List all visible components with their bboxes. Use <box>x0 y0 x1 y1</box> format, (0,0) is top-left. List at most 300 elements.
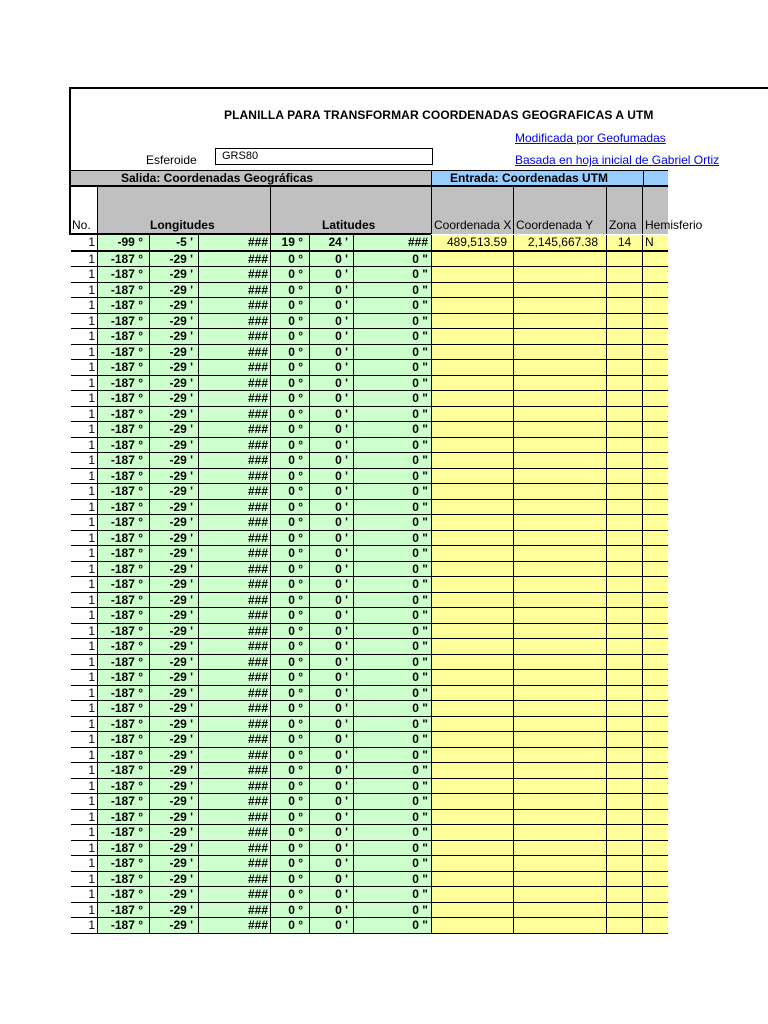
y-coordinate-cell[interactable] <box>513 779 606 794</box>
longitude-degrees[interactable]: -187 ° <box>97 252 149 267</box>
hemisphere-cell[interactable] <box>642 841 668 856</box>
hemisphere-cell[interactable] <box>642 577 668 592</box>
y-coordinate-cell[interactable] <box>513 717 606 732</box>
longitude-degrees[interactable]: -187 ° <box>97 717 149 732</box>
latitude-seconds[interactable]: 0 " <box>353 639 431 654</box>
y-coordinate-cell[interactable] <box>513 298 606 313</box>
latitude-minutes[interactable]: 0 ' <box>309 593 353 608</box>
longitude-degrees[interactable]: -187 ° <box>97 624 149 639</box>
latitude-minutes[interactable]: 0 ' <box>309 562 353 577</box>
latitude-seconds[interactable]: 0 " <box>353 407 431 422</box>
latitude-degrees[interactable]: 0 ° <box>270 562 309 577</box>
longitude-minutes[interactable]: -29 ' <box>149 779 198 794</box>
x-coordinate-cell[interactable] <box>431 608 513 623</box>
longitude-seconds[interactable]: ### <box>198 469 270 484</box>
longitude-seconds[interactable]: ### <box>198 360 270 375</box>
zone-cell[interactable] <box>606 779 642 794</box>
longitude-degrees[interactable]: -187 ° <box>97 314 149 329</box>
latitude-seconds[interactable]: 0 " <box>353 546 431 561</box>
zone-cell[interactable] <box>606 841 642 856</box>
latitude-degrees[interactable]: 0 ° <box>270 655 309 670</box>
latitude-degrees[interactable]: 0 ° <box>270 484 309 499</box>
longitude-seconds[interactable]: ### <box>198 500 270 515</box>
zone-cell[interactable] <box>606 438 642 453</box>
hemisphere-cell[interactable] <box>642 562 668 577</box>
longitude-minutes[interactable]: -29 ' <box>149 918 198 933</box>
latitude-minutes[interactable]: 0 ' <box>309 407 353 422</box>
longitude-degrees[interactable]: -187 ° <box>97 329 149 344</box>
y-coordinate-cell[interactable] <box>513 500 606 515</box>
latitude-minutes[interactable]: 0 ' <box>309 717 353 732</box>
longitude-seconds[interactable]: ### <box>198 391 270 406</box>
latitude-minutes[interactable]: 0 ' <box>309 515 353 530</box>
x-coordinate-cell[interactable] <box>431 422 513 437</box>
longitude-seconds[interactable]: ### <box>198 810 270 825</box>
y-coordinate-cell[interactable] <box>513 918 606 933</box>
zone-cell[interactable]: 14 <box>606 235 642 251</box>
y-coordinate-cell[interactable] <box>513 701 606 716</box>
longitude-seconds[interactable]: ### <box>198 856 270 871</box>
latitude-degrees[interactable]: 0 ° <box>270 360 309 375</box>
latitude-minutes[interactable]: 0 ' <box>309 872 353 887</box>
longitude-minutes[interactable]: -29 ' <box>149 360 198 375</box>
longitude-minutes[interactable]: -29 ' <box>149 577 198 592</box>
latitude-degrees[interactable]: 0 ° <box>270 438 309 453</box>
zone-cell[interactable] <box>606 810 642 825</box>
latitude-degrees[interactable]: 0 ° <box>270 624 309 639</box>
longitude-minutes[interactable]: -29 ' <box>149 686 198 701</box>
longitude-minutes[interactable]: -29 ' <box>149 546 198 561</box>
latitude-degrees[interactable]: 0 ° <box>270 515 309 530</box>
latitude-minutes[interactable]: 0 ' <box>309 794 353 809</box>
latitude-seconds[interactable]: 0 " <box>353 918 431 933</box>
latitude-minutes[interactable]: 0 ' <box>309 422 353 437</box>
latitude-seconds[interactable]: 0 " <box>353 438 431 453</box>
x-coordinate-cell[interactable] <box>431 779 513 794</box>
based-on-link[interactable]: Basada en hoja inicial de Gabriel Ortiz <box>515 153 720 167</box>
longitude-seconds[interactable]: ### <box>198 376 270 391</box>
zone-cell[interactable] <box>606 329 642 344</box>
zone-cell[interactable] <box>606 267 642 282</box>
latitude-degrees[interactable]: 0 ° <box>270 670 309 685</box>
y-coordinate-cell[interactable] <box>513 453 606 468</box>
latitude-seconds[interactable]: 0 " <box>353 825 431 840</box>
latitude-degrees[interactable]: 0 ° <box>270 252 309 267</box>
longitude-degrees[interactable]: -187 ° <box>97 469 149 484</box>
latitude-minutes[interactable]: 0 ' <box>309 779 353 794</box>
longitude-minutes[interactable]: -29 ' <box>149 841 198 856</box>
latitude-minutes[interactable]: 0 ' <box>309 903 353 918</box>
y-coordinate-cell[interactable] <box>513 794 606 809</box>
latitude-degrees[interactable]: 0 ° <box>270 500 309 515</box>
longitude-seconds[interactable]: ### <box>198 267 270 282</box>
zone-cell[interactable] <box>606 686 642 701</box>
hemisphere-cell[interactable] <box>642 469 668 484</box>
x-coordinate-cell[interactable] <box>431 624 513 639</box>
y-coordinate-cell[interactable] <box>513 562 606 577</box>
latitude-degrees[interactable]: 0 ° <box>270 686 309 701</box>
latitude-seconds[interactable]: 0 " <box>353 717 431 732</box>
x-coordinate-cell[interactable] <box>431 562 513 577</box>
latitude-seconds[interactable]: 0 " <box>353 748 431 763</box>
longitude-degrees[interactable]: -187 ° <box>97 515 149 530</box>
x-coordinate-cell[interactable] <box>431 546 513 561</box>
hemisphere-cell[interactable] <box>642 763 668 778</box>
x-coordinate-cell[interactable] <box>431 856 513 871</box>
latitude-seconds[interactable]: 0 " <box>353 903 431 918</box>
latitude-minutes[interactable]: 0 ' <box>309 531 353 546</box>
longitude-minutes[interactable]: -29 ' <box>149 825 198 840</box>
y-coordinate-cell[interactable] <box>513 608 606 623</box>
zone-cell[interactable] <box>606 298 642 313</box>
x-coordinate-cell[interactable] <box>431 345 513 360</box>
hemisphere-cell[interactable] <box>642 810 668 825</box>
longitude-seconds[interactable]: ### <box>198 546 270 561</box>
latitude-degrees[interactable]: 0 ° <box>270 872 309 887</box>
latitude-degrees[interactable]: 0 ° <box>270 748 309 763</box>
longitude-minutes[interactable]: -29 ' <box>149 391 198 406</box>
latitude-minutes[interactable]: 0 ' <box>309 686 353 701</box>
latitude-minutes[interactable]: 0 ' <box>309 267 353 282</box>
latitude-minutes[interactable]: 0 ' <box>309 856 353 871</box>
latitude-degrees[interactable]: 0 ° <box>270 810 309 825</box>
zone-cell[interactable] <box>606 546 642 561</box>
latitude-seconds[interactable]: 0 " <box>353 624 431 639</box>
zone-cell[interactable] <box>606 624 642 639</box>
longitude-minutes[interactable]: -29 ' <box>149 267 198 282</box>
longitude-seconds[interactable]: ### <box>198 562 270 577</box>
longitude-seconds[interactable]: ### <box>198 515 270 530</box>
latitude-degrees[interactable]: 0 ° <box>270 717 309 732</box>
latitude-seconds[interactable]: 0 " <box>353 686 431 701</box>
latitude-seconds[interactable]: 0 " <box>353 531 431 546</box>
hemisphere-cell[interactable] <box>642 872 668 887</box>
y-coordinate-cell[interactable] <box>513 686 606 701</box>
longitude-degrees[interactable]: -187 ° <box>97 360 149 375</box>
latitude-seconds[interactable]: 0 " <box>353 515 431 530</box>
longitude-degrees[interactable]: -187 ° <box>97 856 149 871</box>
latitude-degrees[interactable]: 19 ° <box>270 235 309 251</box>
x-coordinate-cell[interactable] <box>431 314 513 329</box>
y-coordinate-cell[interactable] <box>513 639 606 654</box>
y-coordinate-cell[interactable] <box>513 546 606 561</box>
x-coordinate-cell[interactable] <box>431 484 513 499</box>
latitude-degrees[interactable]: 0 ° <box>270 918 309 933</box>
x-coordinate-cell[interactable] <box>431 360 513 375</box>
zone-cell[interactable] <box>606 531 642 546</box>
zone-cell[interactable] <box>606 701 642 716</box>
hemisphere-cell[interactable] <box>642 531 668 546</box>
zone-cell[interactable] <box>606 717 642 732</box>
y-coordinate-cell[interactable] <box>513 825 606 840</box>
longitude-seconds[interactable]: ### <box>198 825 270 840</box>
longitude-minutes[interactable]: -29 ' <box>149 484 198 499</box>
y-coordinate-cell[interactable] <box>513 484 606 499</box>
hemisphere-cell[interactable] <box>642 701 668 716</box>
longitude-degrees[interactable]: -187 ° <box>97 763 149 778</box>
y-coordinate-cell[interactable] <box>513 732 606 747</box>
x-coordinate-cell[interactable] <box>431 717 513 732</box>
y-coordinate-cell[interactable] <box>513 376 606 391</box>
hemisphere-cell[interactable] <box>642 422 668 437</box>
y-coordinate-cell[interactable] <box>513 345 606 360</box>
y-coordinate-cell[interactable] <box>513 469 606 484</box>
zone-cell[interactable] <box>606 748 642 763</box>
longitude-seconds[interactable]: ### <box>198 593 270 608</box>
longitude-minutes[interactable]: -29 ' <box>149 763 198 778</box>
hemisphere-cell[interactable] <box>642 515 668 530</box>
latitude-seconds[interactable]: 0 " <box>353 841 431 856</box>
hemisphere-cell[interactable] <box>642 887 668 902</box>
hemisphere-cell[interactable] <box>642 794 668 809</box>
zone-cell[interactable] <box>606 500 642 515</box>
y-coordinate-cell[interactable] <box>513 329 606 344</box>
longitude-seconds[interactable]: ### <box>198 887 270 902</box>
longitude-minutes[interactable]: -29 ' <box>149 748 198 763</box>
latitude-minutes[interactable]: 0 ' <box>309 546 353 561</box>
longitude-degrees[interactable]: -187 ° <box>97 639 149 654</box>
latitude-minutes[interactable]: 0 ' <box>309 360 353 375</box>
longitude-seconds[interactable]: ### <box>198 438 270 453</box>
zone-cell[interactable] <box>606 903 642 918</box>
latitude-degrees[interactable]: 0 ° <box>270 329 309 344</box>
latitude-minutes[interactable]: 0 ' <box>309 484 353 499</box>
x-coordinate-cell[interactable] <box>431 794 513 809</box>
longitude-minutes[interactable]: -29 ' <box>149 810 198 825</box>
y-coordinate-cell[interactable] <box>513 252 606 267</box>
y-coordinate-cell[interactable] <box>513 360 606 375</box>
x-coordinate-cell[interactable] <box>431 732 513 747</box>
x-coordinate-cell[interactable] <box>431 453 513 468</box>
longitude-minutes[interactable]: -29 ' <box>149 670 198 685</box>
longitude-minutes[interactable]: -29 ' <box>149 903 198 918</box>
y-coordinate-cell[interactable] <box>513 515 606 530</box>
hemisphere-cell[interactable] <box>642 856 668 871</box>
longitude-minutes[interactable]: -29 ' <box>149 469 198 484</box>
longitude-degrees[interactable]: -187 ° <box>97 794 149 809</box>
y-coordinate-cell[interactable] <box>513 391 606 406</box>
latitude-degrees[interactable]: 0 ° <box>270 314 309 329</box>
hemisphere-cell[interactable] <box>642 484 668 499</box>
latitude-minutes[interactable]: 0 ' <box>309 655 353 670</box>
latitude-seconds[interactable]: 0 " <box>353 360 431 375</box>
longitude-degrees[interactable]: -187 ° <box>97 608 149 623</box>
x-coordinate-cell[interactable] <box>431 283 513 298</box>
zone-cell[interactable] <box>606 252 642 267</box>
longitude-seconds[interactable]: ### <box>198 763 270 778</box>
latitude-degrees[interactable]: 0 ° <box>270 267 309 282</box>
latitude-minutes[interactable]: 0 ' <box>309 887 353 902</box>
latitude-minutes[interactable]: 0 ' <box>309 841 353 856</box>
latitude-minutes[interactable]: 0 ' <box>309 252 353 267</box>
longitude-seconds[interactable]: ### <box>198 686 270 701</box>
latitude-minutes[interactable]: 24 ' <box>309 235 353 251</box>
longitude-seconds[interactable]: ### <box>198 624 270 639</box>
longitude-degrees[interactable]: -187 ° <box>97 701 149 716</box>
longitude-seconds[interactable]: ### <box>198 639 270 654</box>
hemisphere-cell[interactable] <box>642 500 668 515</box>
latitude-degrees[interactable]: 0 ° <box>270 345 309 360</box>
latitude-minutes[interactable]: 0 ' <box>309 748 353 763</box>
hemisphere-cell[interactable] <box>642 252 668 267</box>
zone-cell[interactable] <box>606 469 642 484</box>
longitude-seconds[interactable]: ### <box>198 903 270 918</box>
hemisphere-cell[interactable] <box>642 391 668 406</box>
longitude-degrees[interactable]: -187 ° <box>97 546 149 561</box>
hemisphere-cell[interactable] <box>642 825 668 840</box>
longitude-seconds[interactable]: ### <box>198 608 270 623</box>
y-coordinate-cell[interactable] <box>513 593 606 608</box>
x-coordinate-cell[interactable] <box>431 763 513 778</box>
longitude-degrees[interactable]: -187 ° <box>97 407 149 422</box>
hemisphere-cell[interactable] <box>642 608 668 623</box>
latitude-seconds[interactable]: 0 " <box>353 298 431 313</box>
hemisphere-cell[interactable] <box>642 748 668 763</box>
latitude-degrees[interactable]: 0 ° <box>270 856 309 871</box>
longitude-minutes[interactable]: -29 ' <box>149 872 198 887</box>
longitude-degrees[interactable]: -187 ° <box>97 376 149 391</box>
x-coordinate-cell[interactable]: 489,513.59 <box>431 235 513 251</box>
latitude-seconds[interactable]: 0 " <box>353 763 431 778</box>
hemisphere-cell[interactable] <box>642 717 668 732</box>
y-coordinate-cell[interactable] <box>513 531 606 546</box>
longitude-seconds[interactable]: ### <box>198 732 270 747</box>
longitude-seconds[interactable]: ### <box>198 779 270 794</box>
longitude-degrees[interactable]: -187 ° <box>97 810 149 825</box>
longitude-minutes[interactable]: -29 ' <box>149 794 198 809</box>
latitude-degrees[interactable]: 0 ° <box>270 732 309 747</box>
latitude-degrees[interactable]: 0 ° <box>270 593 309 608</box>
latitude-degrees[interactable]: 0 ° <box>270 531 309 546</box>
latitude-minutes[interactable]: 0 ' <box>309 469 353 484</box>
hemisphere-cell[interactable] <box>642 407 668 422</box>
latitude-minutes[interactable]: 0 ' <box>309 453 353 468</box>
latitude-seconds[interactable]: 0 " <box>353 655 431 670</box>
hemisphere-cell[interactable] <box>642 732 668 747</box>
longitude-seconds[interactable]: ### <box>198 235 270 251</box>
x-coordinate-cell[interactable] <box>431 670 513 685</box>
longitude-minutes[interactable]: -29 ' <box>149 531 198 546</box>
longitude-minutes[interactable]: -29 ' <box>149 717 198 732</box>
latitude-minutes[interactable]: 0 ' <box>309 670 353 685</box>
y-coordinate-cell[interactable] <box>513 283 606 298</box>
longitude-minutes[interactable]: -29 ' <box>149 624 198 639</box>
zone-cell[interactable] <box>606 670 642 685</box>
latitude-degrees[interactable]: 0 ° <box>270 577 309 592</box>
longitude-minutes[interactable]: -29 ' <box>149 655 198 670</box>
x-coordinate-cell[interactable] <box>431 887 513 902</box>
hemisphere-cell[interactable] <box>642 546 668 561</box>
latitude-degrees[interactable]: 0 ° <box>270 903 309 918</box>
hemisphere-cell[interactable] <box>642 779 668 794</box>
y-coordinate-cell[interactable] <box>513 670 606 685</box>
latitude-degrees[interactable]: 0 ° <box>270 283 309 298</box>
longitude-degrees[interactable]: -187 ° <box>97 872 149 887</box>
hemisphere-cell[interactable] <box>642 624 668 639</box>
latitude-seconds[interactable]: 0 " <box>353 593 431 608</box>
zone-cell[interactable] <box>606 577 642 592</box>
zone-cell[interactable] <box>606 562 642 577</box>
latitude-minutes[interactable]: 0 ' <box>309 918 353 933</box>
longitude-degrees[interactable]: -187 ° <box>97 500 149 515</box>
latitude-minutes[interactable]: 0 ' <box>309 639 353 654</box>
zone-cell[interactable] <box>606 422 642 437</box>
latitude-minutes[interactable]: 0 ' <box>309 298 353 313</box>
longitude-minutes[interactable]: -29 ' <box>149 701 198 716</box>
longitude-degrees[interactable]: -187 ° <box>97 825 149 840</box>
latitude-seconds[interactable]: 0 " <box>353 252 431 267</box>
longitude-minutes[interactable]: -29 ' <box>149 639 198 654</box>
latitude-seconds[interactable]: 0 " <box>353 484 431 499</box>
latitude-seconds[interactable]: 0 " <box>353 670 431 685</box>
x-coordinate-cell[interactable] <box>431 500 513 515</box>
hemisphere-cell[interactable]: N <box>642 235 668 251</box>
longitude-seconds[interactable]: ### <box>198 453 270 468</box>
x-coordinate-cell[interactable] <box>431 701 513 716</box>
longitude-minutes[interactable]: -29 ' <box>149 453 198 468</box>
latitude-degrees[interactable]: 0 ° <box>270 841 309 856</box>
y-coordinate-cell[interactable] <box>513 856 606 871</box>
latitude-minutes[interactable]: 0 ' <box>309 763 353 778</box>
hemisphere-cell[interactable] <box>642 639 668 654</box>
latitude-minutes[interactable]: 0 ' <box>309 608 353 623</box>
longitude-seconds[interactable]: ### <box>198 794 270 809</box>
latitude-degrees[interactable]: 0 ° <box>270 639 309 654</box>
longitude-degrees[interactable]: -187 ° <box>97 484 149 499</box>
longitude-degrees[interactable]: -187 ° <box>97 670 149 685</box>
x-coordinate-cell[interactable] <box>431 469 513 484</box>
latitude-minutes[interactable]: 0 ' <box>309 391 353 406</box>
x-coordinate-cell[interactable] <box>431 593 513 608</box>
x-coordinate-cell[interactable] <box>431 515 513 530</box>
longitude-degrees[interactable]: -187 ° <box>97 531 149 546</box>
longitude-minutes[interactable]: -29 ' <box>149 252 198 267</box>
latitude-seconds[interactable]: 0 " <box>353 810 431 825</box>
x-coordinate-cell[interactable] <box>431 267 513 282</box>
longitude-seconds[interactable]: ### <box>198 252 270 267</box>
zone-cell[interactable] <box>606 639 642 654</box>
longitude-minutes[interactable]: -5 ' <box>149 235 198 251</box>
longitude-degrees[interactable]: -187 ° <box>97 779 149 794</box>
latitude-minutes[interactable]: 0 ' <box>309 500 353 515</box>
longitude-minutes[interactable]: -29 ' <box>149 345 198 360</box>
latitude-degrees[interactable]: 0 ° <box>270 453 309 468</box>
longitude-minutes[interactable]: -29 ' <box>149 376 198 391</box>
longitude-degrees[interactable]: -187 ° <box>97 298 149 313</box>
hemisphere-cell[interactable] <box>642 686 668 701</box>
latitude-seconds[interactable]: 0 " <box>353 376 431 391</box>
longitude-degrees[interactable]: -187 ° <box>97 453 149 468</box>
x-coordinate-cell[interactable] <box>431 825 513 840</box>
latitude-minutes[interactable]: 0 ' <box>309 329 353 344</box>
longitude-minutes[interactable]: -29 ' <box>149 329 198 344</box>
latitude-degrees[interactable]: 0 ° <box>270 887 309 902</box>
zone-cell[interactable] <box>606 283 642 298</box>
x-coordinate-cell[interactable] <box>431 872 513 887</box>
longitude-degrees[interactable]: -187 ° <box>97 422 149 437</box>
latitude-degrees[interactable]: 0 ° <box>270 376 309 391</box>
longitude-degrees[interactable]: -187 ° <box>97 748 149 763</box>
latitude-seconds[interactable]: 0 " <box>353 391 431 406</box>
latitude-degrees[interactable]: 0 ° <box>270 391 309 406</box>
latitude-seconds[interactable]: 0 " <box>353 887 431 902</box>
latitude-seconds[interactable]: 0 " <box>353 732 431 747</box>
hemisphere-cell[interactable] <box>642 283 668 298</box>
longitude-degrees[interactable]: -187 ° <box>97 438 149 453</box>
x-coordinate-cell[interactable] <box>431 252 513 267</box>
hemisphere-cell[interactable] <box>642 298 668 313</box>
latitude-minutes[interactable]: 0 ' <box>309 438 353 453</box>
